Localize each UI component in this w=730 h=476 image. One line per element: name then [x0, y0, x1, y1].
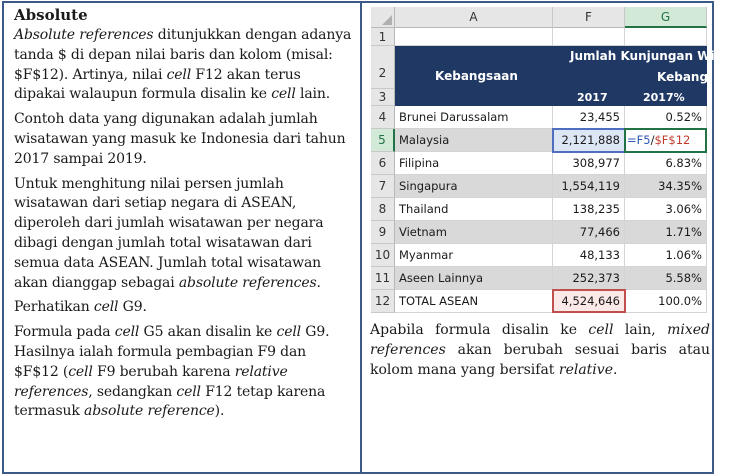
country-name[interactable]: Filipina	[395, 152, 553, 175]
paragraph-data-example: Contoh data yang digunakan adalah jumlah wisatawan yang masuk ke Indonesia dari tahun 2017 sampai 2019.	[14, 111, 346, 167]
right-column	[363, 5, 730, 472]
visitor-count[interactable]: 48,133	[553, 244, 625, 267]
cell-a1[interactable]	[395, 28, 553, 46]
row-header[interactable]: 4	[371, 106, 395, 129]
visitor-percent[interactable]: 3.06%	[625, 198, 707, 221]
country-name[interactable]: Myanmar	[395, 244, 553, 267]
row-header[interactable]: 7	[371, 175, 395, 198]
visitor-count[interactable]: 252,373	[553, 267, 625, 290]
country-name[interactable]: Thailand	[395, 198, 553, 221]
paragraph-formula-copy: Formula pada cell G5 akan disalin ke cell G9. Hasilnya ialah formula pembagian F9 dan $F$12 (cell F9 berubah karena relative references, sedangkan cell F12 tetap karena termasuk absolute reference).	[14, 324, 330, 420]
column-divider	[360, 3, 362, 472]
country-name[interactable]: Malaysia	[395, 129, 553, 152]
column-header-a[interactable]: A	[395, 7, 553, 28]
visitor-count[interactable]: 1,554,119	[553, 175, 625, 198]
row-header-selected[interactable]: 5	[371, 129, 395, 152]
visitor-count[interactable]: 138,235	[553, 198, 625, 221]
paragraph-note-g9: Perhatikan cell G9.	[14, 299, 147, 316]
row-header[interactable]: 1	[371, 28, 395, 46]
row-header[interactable]: 9	[371, 221, 395, 244]
row-header[interactable]: 10	[371, 244, 395, 267]
paragraph-mixed-references: Apabila formula disalin ke cell lain, mixed references akan berubah sesuai baris atau kolom mana yang bersifat relative.	[370, 322, 710, 378]
country-name[interactable]: Vietnam	[395, 221, 553, 244]
visitor-count-f5[interactable]: 2,121,888	[553, 129, 625, 152]
paragraph-percent-method: Untuk menghitung nilai persen jumlah wisatawan dari setiap negara di ASEAN, diperoleh dari jumlah wisatawan per negara dibagi dengan jumlah total wisatawan dari semua data ASEAN. Jumlah total wisatawan akan dianggap sebagai absolute references.	[14, 175, 324, 291]
content-frame	[2, 1, 730, 474]
cell-f1[interactable]	[553, 28, 625, 46]
visitor-count-total[interactable]: 4,524,646	[553, 290, 625, 313]
paragraph-absolute-definition: Absolute references ditunjukkan dengan adanya tanda $ di depan nilai baris dan kolom (misal: $F$12). Artinya, nilai cell F12 akan terus dipakai walaupun formula disalin ke cell lain.	[14, 27, 352, 103]
row-header[interactable]: 2	[371, 46, 395, 89]
f5-reference-highlight	[552, 128, 626, 153]
row-header[interactable]: 12	[371, 290, 395, 313]
column-header-f[interactable]: F	[553, 7, 625, 28]
active-cell-highlight	[624, 128, 707, 153]
row-header[interactable]: 11	[371, 267, 395, 290]
visitor-percent[interactable]: 34.35%	[625, 175, 707, 198]
column-header-g[interactable]: G	[625, 7, 707, 28]
header-kebangsaan: Kebangsaan	[435, 69, 518, 83]
visitor-percent[interactable]: 5.58%	[625, 267, 707, 290]
visitor-count[interactable]: 308,977	[553, 152, 625, 175]
row-header[interactable]: 8	[371, 198, 395, 221]
country-name[interactable]: Singapura	[395, 175, 553, 198]
country-name[interactable]: Brunei Darussalam	[395, 106, 553, 129]
visitor-percent[interactable]: 1.71%	[625, 221, 707, 244]
section-heading: Absolute	[14, 6, 88, 24]
spreadsheet[interactable]	[371, 7, 730, 313]
left-column	[6, 5, 358, 472]
country-name[interactable]: Aseen Lainnya	[395, 267, 553, 290]
visitor-percent[interactable]: 0.52%	[625, 106, 707, 129]
row-header[interactable]: 3	[371, 89, 395, 106]
visitor-count[interactable]: 77,466	[553, 221, 625, 244]
visitor-count[interactable]: 23,455	[553, 106, 625, 129]
visitor-percent[interactable]: 6.83%	[625, 152, 707, 175]
select-all-corner[interactable]	[371, 7, 395, 28]
cell-g1[interactable]	[625, 28, 707, 46]
header-2017-pct: 2017%	[643, 91, 685, 104]
header-jumlah-kunjungan: Jumlah Kunjungan Wisa	[570, 49, 730, 63]
f12-reference-highlight	[552, 289, 626, 313]
row-header[interactable]: 6	[371, 152, 395, 175]
visitor-percent-total[interactable]: 100.0%	[625, 290, 707, 313]
header-kebang: Kebang	[657, 70, 709, 84]
header-2017: 2017	[577, 91, 608, 104]
formula-cell-g5[interactable]: =F5/$F$12	[625, 129, 707, 152]
country-name-total[interactable]: TOTAL ASEAN	[395, 290, 553, 313]
visitor-percent[interactable]: 1.06%	[625, 244, 707, 267]
